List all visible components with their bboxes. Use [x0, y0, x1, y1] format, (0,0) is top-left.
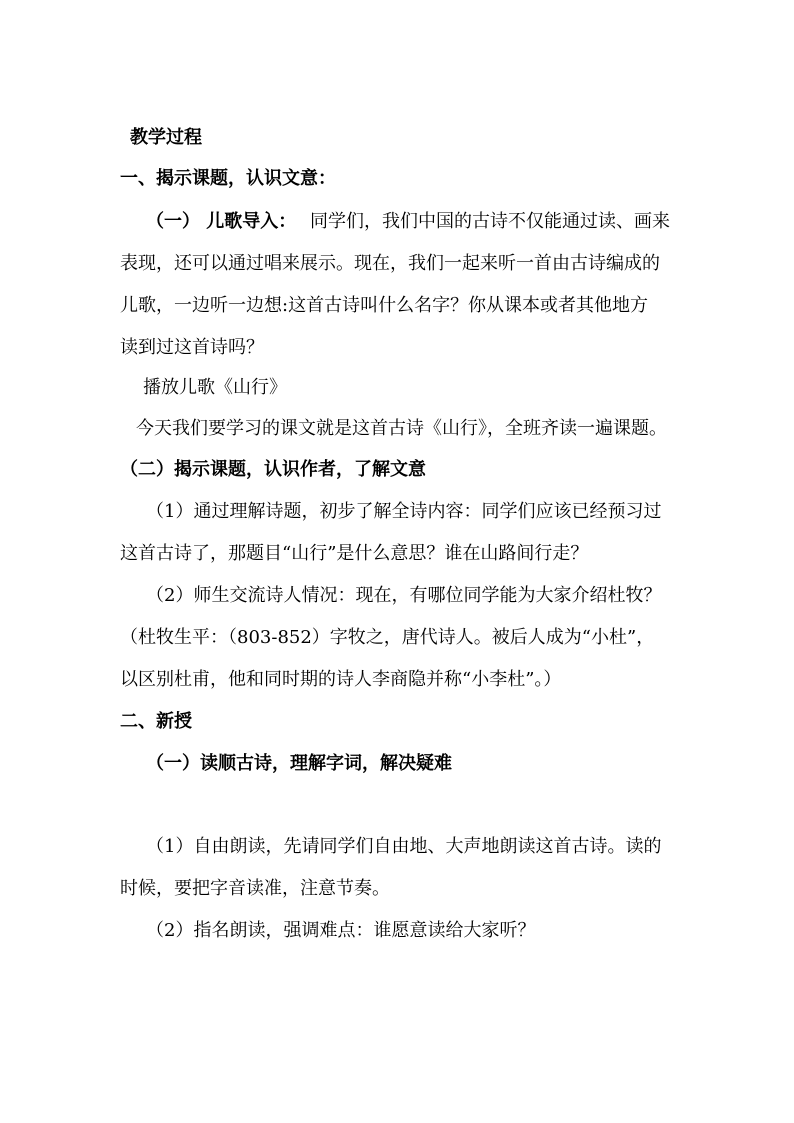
part2-item1-line1: （1）通过理解诗题，初步了解全诗内容：同学们应该已经预习过 [146, 501, 662, 522]
section1-title: 一、揭示课题，认识文意： [120, 168, 336, 189]
part1-paragraph-line3: 儿歌，一边听一边想:这首古诗叫什么名字？你从课本或者其他地方 [120, 295, 649, 316]
section2-title: 二、新授 [120, 711, 192, 732]
section2-part1-title: （一）读顺古诗，理解字词，解决疑难 [146, 753, 452, 774]
section-heading: 教学过程 [130, 127, 202, 148]
section2-item1-line2: 时候，要把字音读准，注意节奏。 [120, 878, 390, 899]
section2-item2-line1: （2）指名朗读，强调难点：谁愿意读给大家听？ [146, 920, 536, 941]
today-lesson-line: 今天我们要学习的课文就是这首古诗《山行》，全班齐读一遍课题。 [136, 418, 667, 439]
section2-item1-line1: （1）自由朗读，先请同学们自由地、大声地朗读这首古诗。读的 [146, 836, 662, 857]
part2-item2-line3: 以区别杜甫，他和同时期的诗人李商隐并称“小李杜”。） [120, 669, 562, 690]
part2-title: （二）揭示课题，认识作者，了解文意 [120, 459, 426, 480]
part2-item1-line2: 这首古诗了，那题目“山行”是什么意思？谁在山路间行走？ [120, 543, 589, 564]
part2-item2-line1: （2）师生交流诗人情况：现在，有哪位同学能为大家介绍杜牧？ [146, 585, 662, 606]
play-song-line: 播放儿歌《山行》 [143, 377, 287, 398]
part1-paragraph-line4: 读到过这首诗吗？ [120, 337, 264, 358]
part1-paragraph-line1 [146, 210, 670, 234]
part1-paragraph-line2: 表现，还可以通过唱来展示。现在，我们一起来听一首由古诗编成的 [120, 253, 660, 274]
part1-label: （一） 儿歌导入： [146, 211, 297, 232]
part1-text: 同学们，我们中国的古诗不仅能通过读、画来 [310, 211, 671, 232]
part2-item2-line2: （杜牧生平：（803-852）字牧之，唐代诗人。被后人成为“小杜”， [120, 627, 655, 648]
